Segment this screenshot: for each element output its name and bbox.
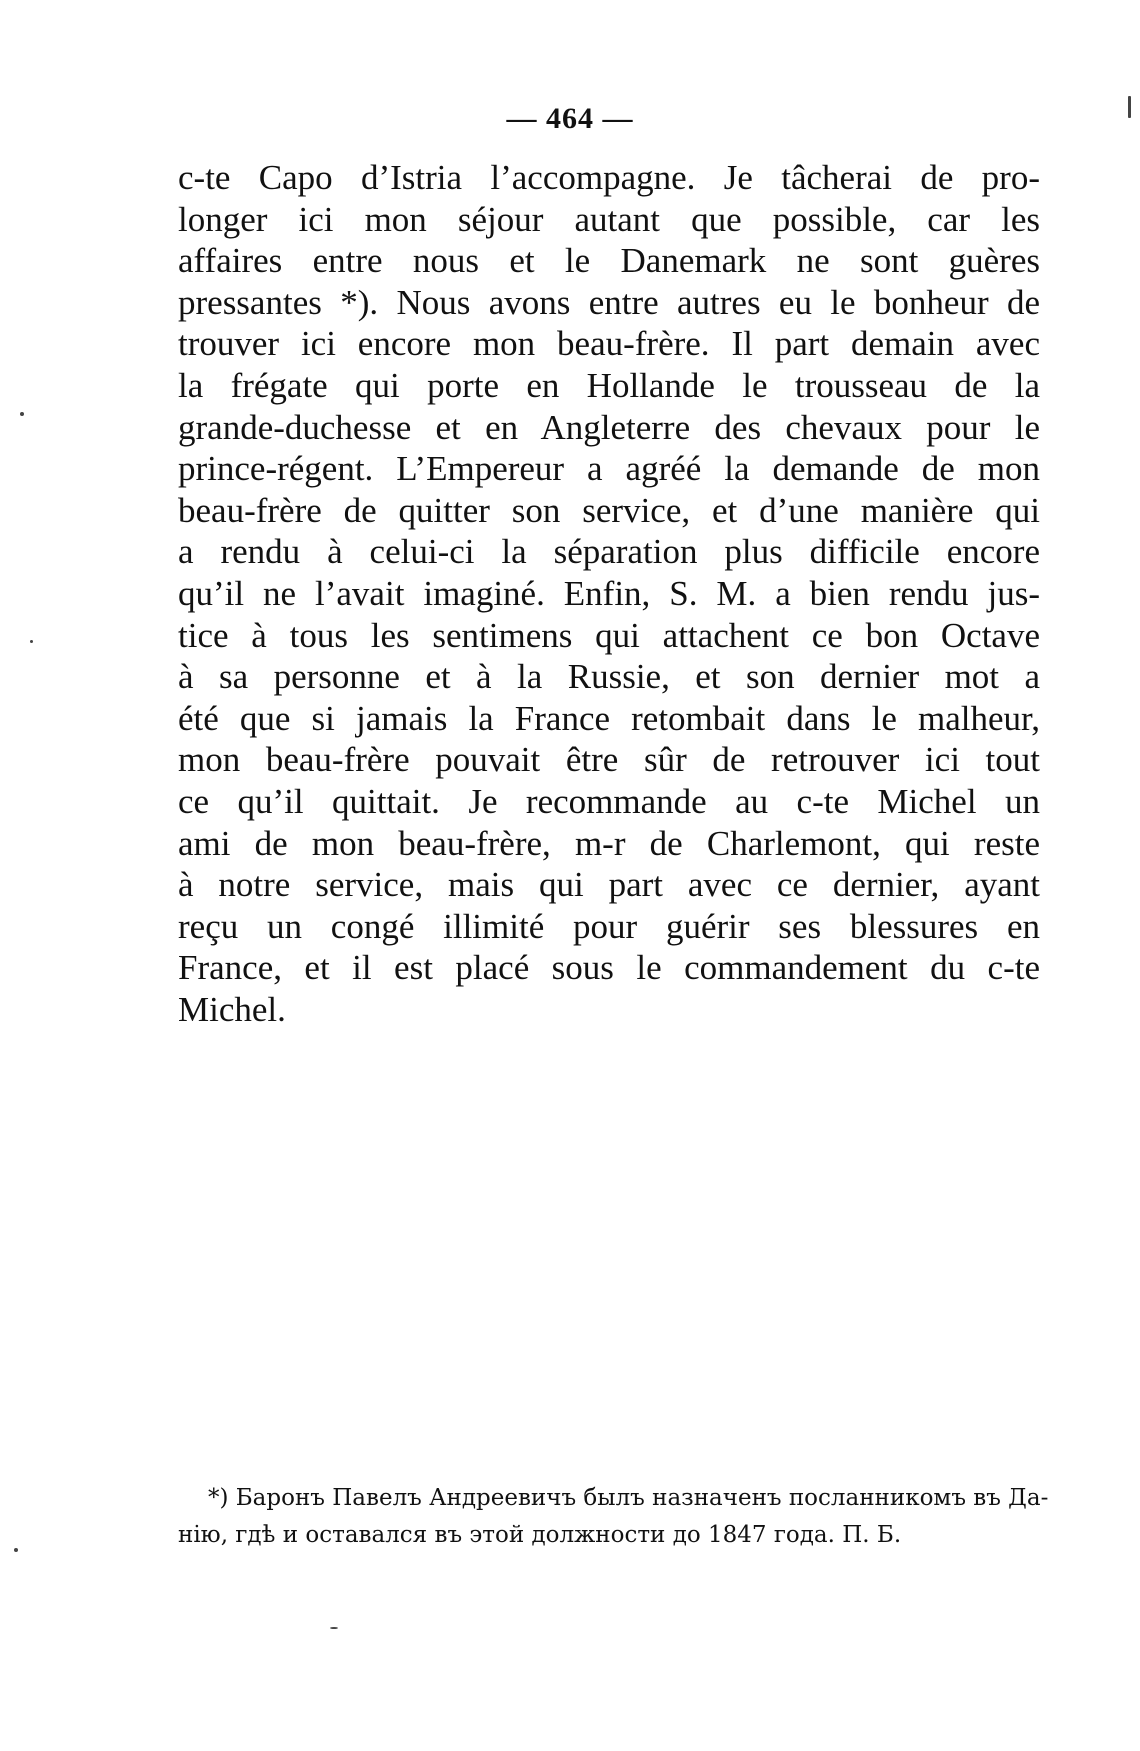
text-line: été que si jamais la France retombait dans le malheur, [178,698,1040,738]
footnote [178,1480,1049,1554]
text-line: ce qu’il quittait. Je recommande au c-te Michel un [178,781,1040,821]
scan-speck [30,640,33,643]
footnote-line: нію, гдѣ и оставался въ этой должности до 1847 года. П. Б. [178,1522,902,1548]
text-line: prince-régent. L’Empereur a agréé la demande de mon [178,449,1040,489]
text-line: trouver ici encore mon beau-frère. Il part demain avec [178,324,1040,364]
text-line: reçu un congé illimité pour guérir ses blessures en [178,906,1040,946]
text-line: longer ici mon séjour autant que possible, car les [178,199,1040,239]
footnote-line: *) Баронъ Павелъ Андреевичъ былъ назначенъ посланникомъ въ Да- [208,1485,1049,1511]
text-line: pressantes *). Nous avons entre autres eu le bonheur de [178,282,1040,322]
scan-speck [20,412,24,416]
scan-speck [330,1627,338,1629]
scan-speck [1128,96,1131,118]
text-line: à notre service, mais qui part avec ce dernier, ayant [178,865,1040,905]
page-number: — 464 — [506,102,634,135]
text-line: affaires entre nous et le Danemark ne sont guères [178,241,1040,281]
scan-speck [14,1548,18,1552]
text-line: tice à tous les sentimens qui attachent ce bon Octave [178,615,1040,655]
text-line: c-te Capo d’Istria l’accompagne. Je tâcherai de pro- [178,158,1040,197]
text-line: ami de mon beau-frère, m-r de Charlemont, qui reste [178,823,1040,863]
text-line: mon beau-frère pouvait être sûr de retrouver ici tout [178,740,1040,780]
body-text [178,157,1040,1030]
text-line: a rendu à celui-ci la séparation plus difficile encore [178,532,1040,572]
text-line: à sa personne et à la Russie, et son dernier mot a [178,657,1040,697]
text-line: France, et il est placé sous le commandement du c-te [178,948,1040,988]
text-line: grande-duchesse et en Angleterre des chevaux pour le [178,407,1040,447]
text-line: beau-frère de quitter son service, et d’une manière qui [178,490,1040,530]
text-line: qu’il ne l’avait imaginé. Enfin, S. M. a bien rendu jus- [178,573,1040,613]
text-line: Michel. [178,989,286,1029]
text-line: la frégate qui porte en Hollande le trousseau de la [178,365,1040,405]
